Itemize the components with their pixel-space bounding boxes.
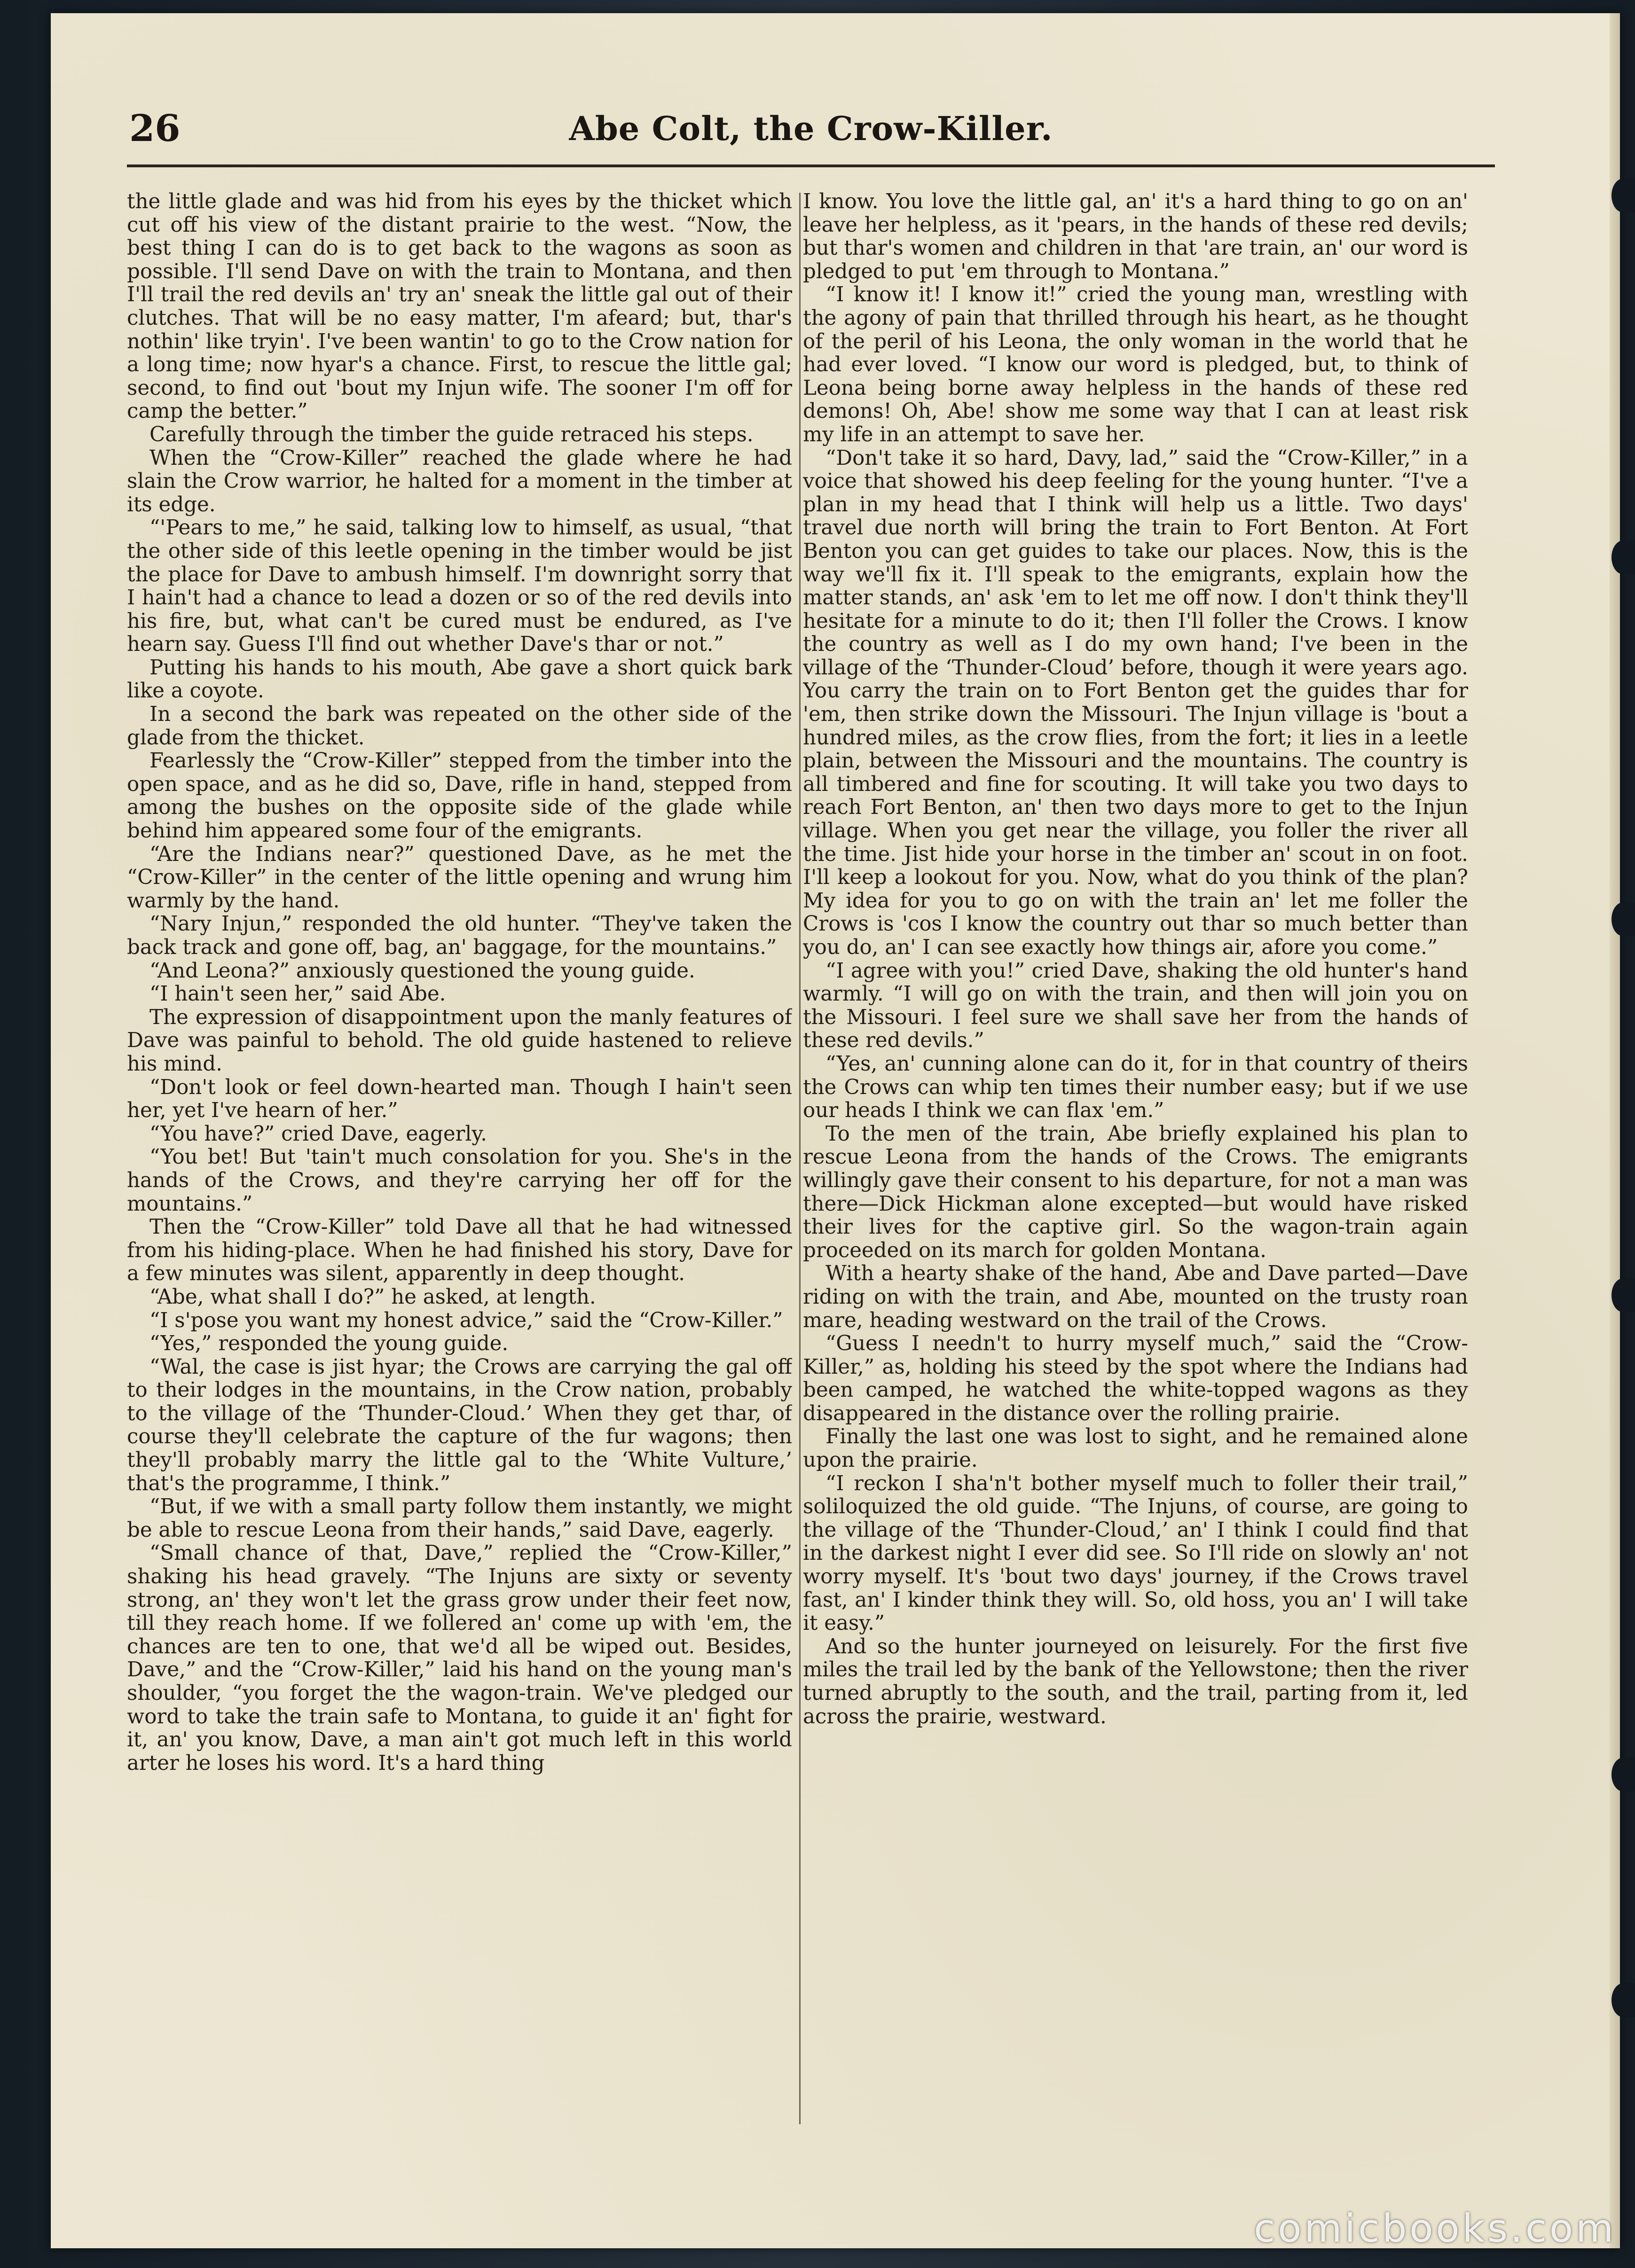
paragraph: And so the hunter journeyed on leisurely. For the first five miles the trail led by the bank of the Yellowstone; then the river turned abruptly to the south, and the trail, parting from it, led across the prairie, westward. xyxy=(803,1635,1468,1728)
paragraph: “Nary Injun,” responded the old hunter. “They've taken the back track and gone off, bag, an' baggage, for the mountains.” xyxy=(127,912,792,959)
paragraph: “I s'pose you want my honest advice,” said the “Crow-Killer.” xyxy=(149,1308,783,1332)
paragraph: the little glade and was hid from his eyes by the thicket which cut off his view of the distant prairie to the west. “Now, the best thing I can do is to get back to the wagons as soon as possible. I'll send Dave on with the train to Montana, and then I'll trail the red devils an' try an' sneak the little gal out of their clutches. That will be no easy matter, I'm afeard; but, thar's nothin' like tryin'. I've been wantin' to go to the Crow nation for a long time; now hyar's a chance. First, to rescue the little gal; second, to find out 'bout my Injun wife. The sooner I'm off for camp the better.” xyxy=(127,190,792,423)
binding-hole xyxy=(1611,1278,1635,1312)
paragraph: “Don't take it so hard, Davy, lad,” said the “Crow-Killer,” in a voice that showed his deep feeling for the young hunter. “I've a plan in my head that I think will help us a little. Two days' travel due north will bring the train to Fort Benton. At Fort Benton you can get guides to take our places. Now, this is the way we'll fix it. I'll speak to the emigrants, explain how the matter stands, an' ask 'em to let me off now. I don't think they'll hesitate for a minute to do it; then I'll foller the Crows. I know the country as well as I do my own hand; I've been in the village of the ‘Thunder-Cloud’ before, though it were years ago. You carry the train on to Fort Benton get the guides thar for 'em, then strike down the Missouri. The Injun village is 'bout a hundred miles, as the crow flies, from the fort; it lies in a leetle plain, between the Missouri and the mountains. The country is all timbered and fine for scouting. It will take you two days to reach Fort Benton, an' then two days more to get to the Injun village. When you get near the village, you foller the river all the time. Jist hide your horse in the timber an' scout in on foot. I'll keep a lookout for you. Now, what do you think of the plan? My idea for you to go on with the train an' let me foller the Crows is 'cos I know the country out thar so much better than you do, an' I can see exactly how things air, afore you come.” xyxy=(803,446,1468,959)
right-column xyxy=(803,190,1468,2131)
paragraph: “Abe, what shall I do?” he asked, at length. xyxy=(149,1285,596,1309)
paragraph: “You have?” cried Dave, eagerly. xyxy=(149,1122,487,1146)
paragraph: Putting his hands to his mouth, Abe gave a short quick bark like a coyote. xyxy=(127,656,792,703)
paragraph: Fearlessly the “Crow-Killer” stepped from the timber into the open space, and as he did so, Dave, rifle in hand, stepped from among the bushes on the opposite side of the glade while behind him appeared some four of the emigrants. xyxy=(127,749,792,843)
paragraph: Then the “Crow-Killer” told Dave all that he had witnessed from his hiding-place. When he had finished his story, Dave for a few minutes was silent, apparently in deep thought. xyxy=(127,1215,792,1286)
paragraph: I know. You love the little gal, an' it's a hard thing to go on an' leave her helpless, as it 'pears, in the hands of these red devils; but thar's women and children in that 'are train, an' our word is pledged to put 'em through to Montana.” xyxy=(803,190,1468,283)
page-edge xyxy=(1610,13,1620,2248)
binding-hole xyxy=(1611,1758,1635,1791)
paragraph: “Guess I needn't to hurry myself much,” said the “Crow-Killer,” as, holding his steed by the spot where the Indians had been camped, he watched the white-topped wagons as they disappeared in the distance over the rolling prairie. xyxy=(803,1332,1468,1425)
left-column xyxy=(127,190,792,2131)
paragraph: “Yes,” responded the young guide. xyxy=(149,1332,509,1356)
paragraph: “I know it! I know it!” cried the young man, wrestling with the agony of pain that thrilled through his heart, as he thought of the peril of his Leona, the only woman in the world that he had ever loved. “I know our word is pledged, but, to think of Leona being borne away helpless in the hands of these red demons! Oh, Abe! show me some way that I can at least risk my life in an attempt to save her. xyxy=(803,283,1468,446)
paragraph: Finally the last one was lost to sight, and he remained alone upon the prairie. xyxy=(803,1425,1468,1472)
paragraph: “You bet! But 'tain't much consolation for you. She's in the hands of the Crows, and they're carrying her off for the mountains.” xyxy=(127,1145,792,1216)
paragraph: Carefully through the timber the guide retraced his steps. xyxy=(149,422,754,446)
paragraph: “I reckon I sha'n't bother myself much to foller their trail,” soliloquized the old guide. “The Injuns, of course, are going to the village of the ‘Thunder-Cloud,’ an' I think I could find that in the darkest night I ever did see. So I'll ride on slowly an' not worry myself. It's 'bout two days' journey, if the Crows travel fast, an' I kinder think they will. So, old hoss, you an' I will take it easy.” xyxy=(803,1471,1468,1635)
header-rule xyxy=(127,164,1495,167)
paragraph: “Yes, an' cunning alone can do it, for in that country of theirs the Crows can whip ten times their number easy; but if we use our heads I think we can flax 'em.” xyxy=(803,1052,1468,1123)
paragraph: “But, if we with a small party follow them instantly, we might be able to rescue Leona from their hands,” said Dave, eagerly. xyxy=(127,1495,792,1542)
binding-hole xyxy=(1611,540,1635,574)
binding-hole xyxy=(1611,902,1635,936)
paragraph: When the “Crow-Killer” reached the glade where he had slain the Crow warrior, he halted for a moment in the timber at its edge. xyxy=(127,446,792,516)
binding-hole xyxy=(1611,179,1635,212)
paragraph: To the men of the train, Abe briefly explained his plan to rescue Leona from the hands of the Crows. The emigrants willingly gave their consent to his departure, for not a man was there—Dick Hickman alone excepted—but would have risked their lives for the captive girl. So the wagon-train again proceeded on its march for golden Montana. xyxy=(803,1122,1468,1262)
column-divider xyxy=(799,193,801,2124)
paragraph: “Don't look or feel down-hearted man. Though I hain't seen her, yet I've hearn of her.” xyxy=(127,1075,792,1123)
paragraph: “I hain't seen her,” said Abe. xyxy=(149,982,446,1006)
paragraph: “And Leona?” anxiously questioned the young guide. xyxy=(149,959,695,983)
watermark-text: comicbooks.com xyxy=(1254,2206,1616,2251)
paragraph: “'Pears to me,” he said, talking low to himself, as usual, “that the other side of this leetle opening in the timber would be jist the place for Dave to ambush himself. I'm downright sorry that I hain't had a chance to lead a dozen or so of the red devils into his fire, but, what can't be cured must be endured, as I've hearn say. Guess I'll find out whether Dave's thar or not.” xyxy=(127,516,792,657)
paragraph: The expression of disappointment upon the manly features of Dave was painful to behold. The old guide hastened to relieve his mind. xyxy=(127,1005,792,1076)
binding-hole xyxy=(1611,1983,1635,2017)
page-number: 26 xyxy=(129,107,181,150)
running-head xyxy=(129,102,1493,159)
paragraph: “Are the Indians near?” questioned Dave, as he met the “Crow-Killer” in the center of the little opening and wrung him warmly by the hand. xyxy=(127,842,792,913)
paragraph: “Small chance of that, Dave,” replied the “Crow-Killer,” shaking his head gravely. “The Injuns are sixty or seventy strong, an' they won't let the grass grow under their feet now, till they reach home. If we follered an' come up with 'em, the chances are ten to one, that we'd all be wiped out. Besides, Dave,” and the “Crow-Killer,” laid his hand on the young man's shoulder, “you forget the the wagon-train. We've pledged our word to take the train safe to Montana, to guide it an' fight for it, an' you know, Dave, a man ain't got much left in this world arter he loses his word. It's a hard thing xyxy=(127,1541,792,1775)
paragraph: “I agree with you!” cried Dave, shaking the old hunter's hand warmly. “I will go on with the train, and then will join you on the Missouri. I feel sure we shall save her from the hands of these red devils.” xyxy=(803,959,1468,1053)
running-title: Abe Colt, the Crow-Killer. xyxy=(569,109,1053,148)
paragraph: With a hearty shake of the hand, Abe and Dave parted—Dave riding on with the train, and Abe, mounted on the trusty roan mare, heading westward on the trail of the Crows. xyxy=(803,1262,1468,1332)
paragraph: “Wal, the case is jist hyar; the Crows are carrying the gal off to their lodges in the mountains, in the Crow nation, probably to the village of the ‘Thunder-Cloud.’ When they get thar, of course they'll celebrate the capture of the fur wagons; then they'll probably marry the little gal to the ‘White Vulture,’ that's the programme, I think.” xyxy=(127,1355,792,1495)
paragraph: In a second the bark was repeated on the other side of the glade from the thicket. xyxy=(127,703,792,750)
